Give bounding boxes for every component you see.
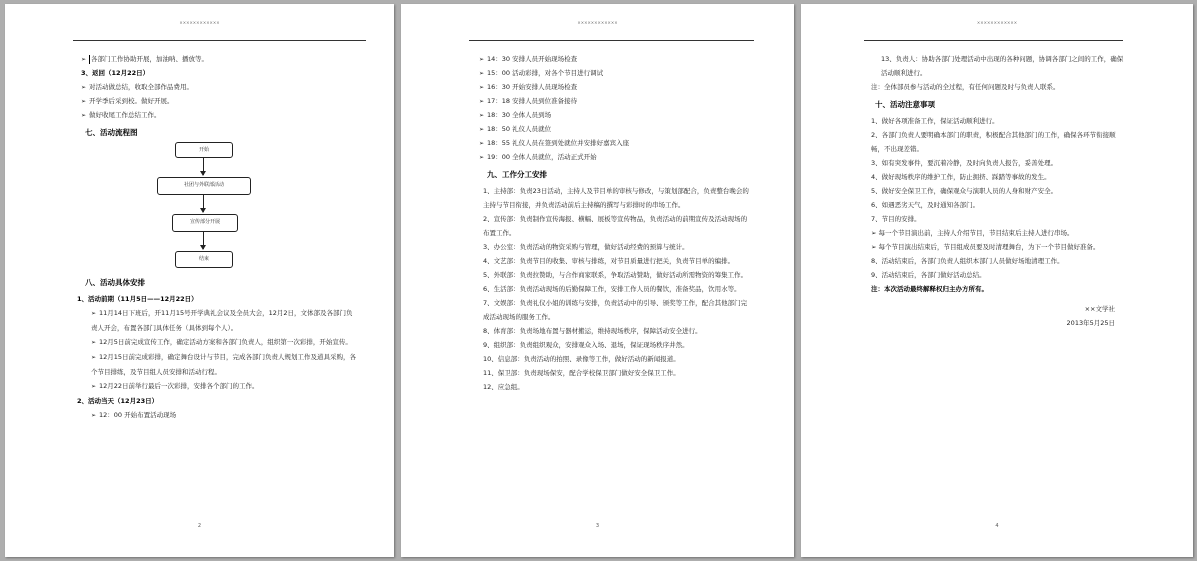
body-paragraph: 6、生活部：负责活动现场的后勤保障工作，安排工作人员的餐饮，准备奖品，饮用水等。 [483, 285, 741, 293]
body-paragraph: 8、活动结束后，各部门负责人组织本部门人员做好场地清理工作。 [871, 257, 1064, 265]
bullet-icon: ➢ [479, 154, 485, 161]
flowchart-box: 开始 [175, 142, 233, 158]
bullet-icon: ➢ [81, 84, 87, 91]
body-paragraph: 13、负责人：协助各部门处理活动中出现的各种问题，协调各部门之间的工作，确保活动顺利进行。 [881, 55, 1124, 77]
bullet-icon: ➢ [91, 383, 97, 390]
flow-arrow-icon [203, 158, 204, 175]
body-paragraph: 11、保卫部：负责现场保安，配合学校保卫部门做好安全保卫工作。 [483, 369, 680, 377]
subheading: 2、活动当天（12月23日） [77, 397, 159, 405]
note-paragraph: 注：本次活动最终解释权归主办方所有。 [871, 285, 988, 293]
page-number: 2 [197, 523, 202, 529]
body-line: 3、返回（12月22日） [81, 69, 150, 77]
body-line: ➢ 做好收尾工作总结工作。 [77, 108, 358, 122]
body-paragraph: ➢ 每个节目演出结束后，节目组成员要及时清理舞台，为下一个节目做好准备。 [871, 243, 1100, 251]
body-line: ➢ 开学季后采到校。做好开展。 [77, 94, 358, 108]
body-paragraph: ➢ 11月14日下班后，开11月15号开学典礼会议及全员大会，12月2日，文体部及各部门负责人开会，布置各部门具体任务（具体到每个人）。 [91, 309, 353, 332]
body-paragraph: 1、主持部：负责23日活动，主持人及节目单的审核与修改，与策划部配合，负责整台晚会的主持与节目衔接，并负责活动前后主持稿的撰写与彩排时的串场工作。 [483, 187, 749, 209]
signature-date: 2013年5月25日 [1066, 319, 1115, 327]
section-heading: 八、活动具体安排 [85, 278, 145, 287]
bullet-icon: ➢ [81, 112, 87, 119]
schedule-line: ➢ 16：30 开始安排人员现场检查 [479, 80, 752, 94]
header-rule [73, 40, 366, 41]
body-paragraph: 10、信息部：负责活动的拍照、录像等工作，做好活动的新闻报道。 [483, 355, 680, 363]
body-paragraph: ➢ 每一个节目演出前，主持人介绍节目，节目结束后主持人进行串场。 [871, 229, 1074, 237]
schedule-line: ➢ 18：55 礼仪人员在签到处就位并安排好嘉宾入座 [479, 136, 752, 150]
bullet-icon: ➢ [479, 84, 485, 91]
body-paragraph: 9、活动结束后，各部门做好活动总结。 [871, 271, 986, 279]
flowchart [77, 142, 358, 270]
bullet-icon: ➢ [91, 354, 97, 361]
bullet-icon: ➢ [479, 56, 485, 63]
body-paragraph: 注：全体部员参与活动的全过程，有任何问题及时与负责人联系。 [871, 83, 1060, 91]
flow-arrow-icon [203, 232, 204, 249]
schedule-line: ➢ 18：50 礼仪人员就位 [479, 122, 752, 136]
subheading: 1、活动前期（11月5日——12月22日） [77, 295, 198, 303]
body-paragraph: 3、办公室：负责活动的物资采购与管理，做好活动经费的预算与统计。 [483, 243, 689, 251]
body-line: ➢ 12：00 开始布置活动现场 [77, 408, 358, 422]
bullet-icon: ➢ [479, 112, 485, 119]
body-paragraph: 4、文艺部：负责节目的收集、审核与排练，对节目质量进行把关，负责节目单的编排。 [483, 257, 735, 265]
body-paragraph: 7、节目的安排。 [871, 215, 921, 223]
body-paragraph: 5、做好安全保卫工作，确保观众与演职人员的人身和财产安全。 [871, 187, 1058, 195]
body-paragraph: 7、文娱部：负责礼仪小姐的训练与安排，负责活动中的引导、颁奖等工作，配合其他部门完成活动现场的服务工作。 [483, 299, 748, 321]
bullet-icon: ➢ [91, 310, 97, 317]
schedule-line: ➢ 18：30 全体人员到场 [479, 108, 752, 122]
body-paragraph: ➢ 12月5日前完成宣传工作，确定活动方案和各部门负责人，组织第一次彩排，开始宣传。 [77, 335, 358, 350]
bullet-icon: ➢ [479, 98, 485, 105]
body-paragraph: 4、做好现场秩序的维护工作，防止拥挤、踩踏等事故的发生。 [871, 173, 1051, 181]
flow-arrow-icon [203, 195, 204, 212]
bullet-icon: ➢ [91, 412, 97, 419]
schedule-line: ➢ 15：00 活动彩排，对各个节目进行调试 [479, 66, 752, 80]
bullet-icon: ➢ [81, 56, 87, 63]
signature-org: ××文学社 [1084, 305, 1115, 313]
document-page-2 [5, 4, 394, 557]
body-paragraph: 2、宣传部：负责制作宣传海报、横幅、展板等宣传物品，负责活动的前期宣传及活动现场的布置工作。 [483, 215, 748, 237]
bullet-icon: ➢ [479, 140, 485, 147]
body-paragraph: 6、如遇恶劣天气，及时通知各部门。 [871, 201, 980, 209]
body-paragraph: 8、体育部：负责场地布置与器材搬运，维持现场秩序，保障活动安全进行。 [483, 327, 702, 335]
schedule-line: ➢ 19：00 全体人员就位，活动正式开始 [479, 150, 752, 164]
bullet-icon: ➢ [479, 70, 485, 77]
body-paragraph: 9、组织部：负责组织观众，安排观众入场、退场，保证现场秩序井然。 [483, 341, 689, 349]
body-paragraph: 5、外联部：负责拉赞助，与合作商家联系，争取活动赞助，做好活动所需物资的筹集工作。 [483, 271, 748, 279]
body-line: ➢ 各部门工作协助开展，加油呐、播放等。 [77, 52, 358, 66]
flowchart-box: 宣传部分开展 [172, 214, 238, 232]
header-rule [864, 40, 1123, 41]
flowchart-box: 结束 [175, 251, 233, 268]
document-page-3 [401, 4, 794, 557]
page-number: 3 [595, 523, 600, 529]
body-paragraph: 2、各部门负责人要明确本部门的职责，积极配合其他部门的工作，确保各环节衔接顺畅，不出现差错。 [871, 131, 1116, 153]
header-rule [469, 40, 754, 41]
page-number: 4 [995, 523, 999, 529]
text-cursor [89, 55, 90, 64]
body-paragraph: 3、如有突发事件，要沉着冷静，及时向负责人报告，妥善处理。 [871, 159, 1058, 167]
flowchart-box: 社团与外联部活动 [157, 177, 251, 195]
bullet-icon: ➢ [81, 98, 87, 105]
document-page-4 [801, 4, 1193, 557]
page-header: ×××××××××××× [976, 20, 1018, 25]
schedule-line: ➢ 14：30 安排人员开始现场检查 [479, 52, 752, 66]
body-paragraph: ➢ 12月22日前举行最后一次彩排，安排各个部门的工作。 [77, 379, 358, 394]
body-paragraph: 12、应急组。 [483, 383, 524, 391]
body-line: ➢ 对活动做总结，收取全部作品费用。 [77, 80, 358, 94]
bullet-icon: ➢ [91, 339, 97, 346]
section-heading: 十、活动注意事项 [875, 100, 935, 109]
page-header: ×××××××××××× [577, 20, 618, 25]
bullet-icon: ➢ [479, 126, 485, 133]
section-heading: 九、工作分工安排 [487, 170, 547, 179]
body-paragraph: 1、做好各项准备工作，保证活动顺利进行。 [871, 117, 999, 125]
section-heading: 七、活动流程图 [85, 128, 138, 137]
page-header: ×××××××××××× [179, 20, 220, 25]
body-paragraph: ➢ 12月15日前完成彩排，确定舞台设计与节目，完成各部门负责人规划工作及道具采购，各个节目排练，及节目组人员安排和活动行程。 [91, 353, 357, 376]
schedule-line: ➢ 17：18 安排人员到位准备接待 [479, 94, 752, 108]
